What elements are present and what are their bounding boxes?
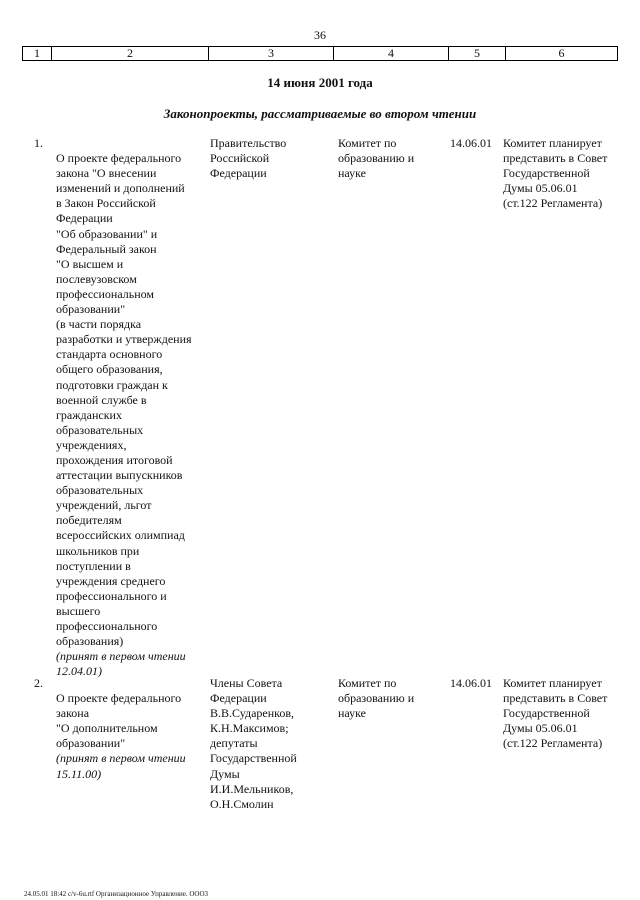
column-header-3: 3 — [209, 47, 334, 61]
entry-title-text: О проекте федерального закона "О дополнительном образовании" — [56, 691, 182, 751]
document-footer: 24.05.01 18:42 c/v-6u.rtf Организационное Управление. ООО3 — [24, 890, 209, 898]
entry-title-text: О проекте федерального закона "О внесении изменений и дополнений в Закон Российской Федерации "Об образовании" и Федеральный закон "О высшем и послевузовском профессиональном образовании" (в части порядка разработки и утверждения стандарта основного общего образования, подготовки граждан к военной службе в гражданских образовательных учреждениях, прохождения итоговой аттестации выпускников образовательных учреждений, льгот победителям всероссийских олимпиад школьников при поступлении в учреждения среднего профессионального и высшего профессионального образования) — [56, 151, 192, 649]
entry-title — [56, 676, 206, 797]
entry-plan: Комитет планирует представить в Совет Государственной Думы 05.06.01 (ст.122 Регламента) — [503, 136, 608, 211]
page-number: 36 — [314, 28, 326, 42]
entry-date: 14.06.01 — [450, 676, 492, 690]
entry-title — [56, 136, 206, 694]
section-heading: Законопроекты, рассматриваемые во втором чтении — [163, 106, 477, 121]
column-header-5: 5 — [449, 47, 506, 61]
reading-note: (принят в первом чтении 15.11.00) — [56, 751, 186, 781]
entry-committee: Комитет по образованию и науке — [338, 676, 415, 721]
entry-author: Члены Совета Федерации В.В.Сударенков, К.Н.Максимов; депутаты Государственной Думы И.И.Мельников, О.Н.Смолин — [210, 676, 297, 811]
entry-number: 1. — [34, 136, 43, 150]
column-header-4: 4 — [334, 47, 449, 61]
column-header-2: 2 — [52, 47, 209, 61]
entry-date: 14.06.01 — [450, 136, 492, 150]
reading-note: (принят в первом чтении 12.04.01) — [56, 649, 186, 679]
entry-author: Правительство Российской Федерации — [210, 136, 287, 181]
entry-plan: Комитет планирует представить в Совет Государственной Думы 05.06.01 (ст.122 Регламента) — [503, 676, 608, 751]
column-header-1: 1 — [23, 47, 52, 61]
entry-committee: Комитет по образованию и науке — [338, 136, 415, 181]
column-header-6: 6 — [506, 47, 618, 61]
date-heading: 14 июня 2001 года — [267, 75, 373, 90]
column-number-header — [22, 46, 618, 61]
entry-number: 2. — [34, 676, 43, 690]
